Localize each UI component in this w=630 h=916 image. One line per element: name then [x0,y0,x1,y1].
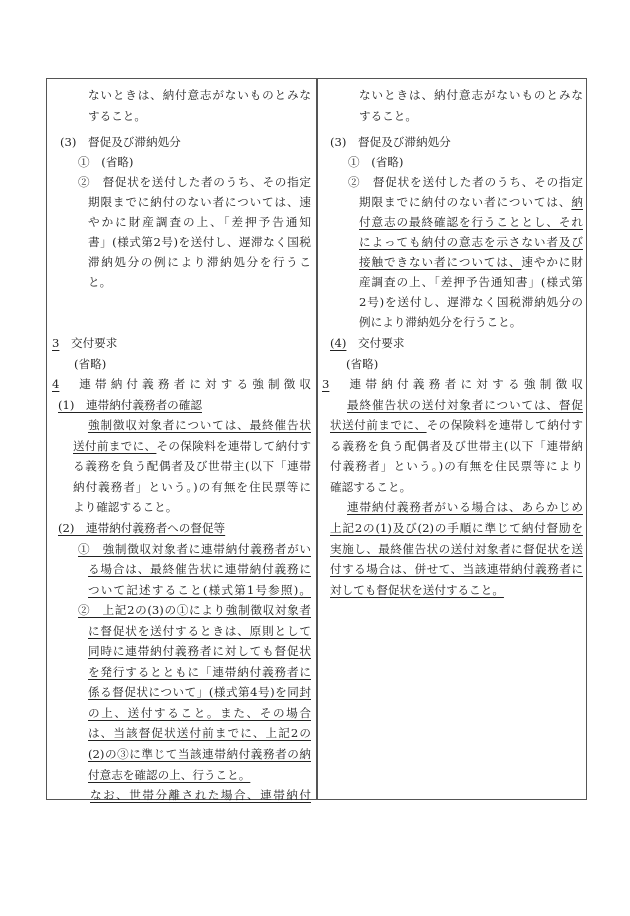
text-line [322,375,583,393]
text-segment: すること。 [88,108,146,123]
text-segment: すること。 [359,108,417,123]
text-segment: 例により滞納処分を行うこと。 [359,315,522,329]
underlined-text: 係る督促状について」(様式第4号)を同封 [88,685,311,700]
text-segment: ないときは、納付意志がないものとみな [88,88,311,102]
text-segment: 滞納処分の例により滞納処分を行うこ [88,255,311,269]
text-segment: その保険料を連帯して納付す [426,418,583,433]
text-line [348,153,403,171]
underlined-text: によっても納付の意志を示さない者及び [359,235,583,249]
text-line [346,355,378,373]
underlined-text: 接触できない者については、 [359,255,522,269]
text-segment: 期限までに納付のない者については、速 [88,195,311,209]
underlined-text: なお、世帯分離された場合、連帯納付 [90,788,311,803]
text-line [359,107,417,125]
text-line [330,581,504,599]
underlined-text: に督促状を送付するときは、原則として [88,623,311,638]
underlined-text: 付意志を確認の上、行うこと。 [88,767,251,782]
text-line [347,396,583,414]
text-segment: (省略) [346,356,379,371]
text-segment: 連帯納付義務者に対する強制徴収 [59,377,311,392]
underlined-text: 上記2の(1)及び(2)の手順に準じて納付督励を [330,520,583,535]
underlined-text: ② 上記2の(3)の①により強制徴収対象者 [78,603,311,618]
text-segment: ないときは、納付意志がないものとみな [359,88,583,102]
text-segment: 確認すること。 [330,479,412,494]
underlined-text: (4) [330,336,347,350]
underlined-text: は、当該督促状送付前までに、上記2の [88,726,311,741]
text-line [359,253,583,271]
text-line [359,213,583,231]
underlined-text: (2) 連帯納付義務者への督促等 [58,520,226,535]
text-segment: (3) 督促及び滞納処分 [330,135,451,149]
text-line [359,273,583,291]
text-line [330,560,583,578]
text-segment: と。 [88,275,112,289]
text-segment: 速やかに財 [521,255,583,269]
underlined-text: 同時に連帯納付義務者に対しても督促状 [88,644,311,659]
text-line [359,233,583,251]
underlined-text: の上、送付すること。また、その場合 [88,705,311,720]
text-segment: 2号)を送付し、遅滞なく国税滞納処分の [359,295,583,309]
text-segment: ① (省略) [78,155,134,169]
text-line [330,416,583,434]
text-segment: ② 督促状を送付した者のうち、その指定 [78,175,311,189]
text-line [330,437,583,455]
underlined-text: る場合は、最終催告状に連帯納付義務に [88,562,311,577]
text-line [330,457,583,475]
text-line [330,540,583,558]
underlined-text: 連帯納付義務者がいる場合は、あらかじめ [347,500,583,515]
underlined-text: を発行するとともに「連帯納付義務者に [88,664,311,679]
text-segment: 交付要求 [346,336,405,350]
underlined-text: 付意志の最終確認を行うこととし、それ [359,215,583,229]
underlined-text: (1) 連帯納付義務者の確認 [58,397,202,412]
text-line [359,193,583,211]
text-segment: 連帯納付義務者に対する強制徴収 [329,377,583,392]
text-segment: 書」(様式第2号)を送付し、遅滞なく国税 [88,235,311,249]
underlined-text: 最終催告状の送付対象者については、督促 [347,397,583,412]
underlined-text: 強制徴収対象者については、最終催告状 [88,418,311,433]
text-line [330,334,404,352]
underlined-text: 3 [322,377,330,392]
text-line [347,498,583,516]
text-segment: 期限までに納付のない者については、 [359,195,572,209]
text-line [330,478,411,496]
underlined-text: 4 [52,377,60,392]
text-line [330,519,583,537]
text-segment: 付義務者」という。)の有無を住民票等により [330,459,583,474]
text-segment: 産調査の上、「差押予告通知書」(様式第 [359,275,583,289]
underlined-text: 送付前までに、 [73,438,157,453]
text-segment: る義務を負う配偶者及び世帯主(以下「連帯 [73,459,311,474]
text-segment: (省略) [74,356,107,371]
text-line [359,293,583,311]
underlined-text: ついて記述すること(様式第1号参照)。 [88,582,311,597]
text-segment: 交付要求 [59,336,118,350]
text-segment: その保険料を連帯して納付す [156,438,311,453]
underlined-text: 3 [52,336,60,350]
text-segment: る義務を負う配偶者及び世帯主(以下「連帯納 [330,438,583,453]
text-segment: ① (省略) [348,155,404,169]
underlined-text: 実施し、最終催告状の送付対象者に督促状を送 [330,541,583,556]
text-line [348,173,583,191]
text-line [330,133,451,151]
text-segment: ② 督促状を送付した者のうち、その指定 [348,175,583,189]
text-segment: より確認すること。 [73,500,178,515]
underlined-text: 状送付前までに、 [330,418,427,433]
text-segment: (3) 督促及び滞納処分 [60,135,181,149]
underlined-text: (2)の③に準じて当該連帯納付義務者の納 [88,747,311,761]
text-segment: 納付義務者」という。)の有無を住民票等に [73,479,311,494]
underlined-text: 付する場合は、併せて、当該連帯納付義務者に [330,562,583,577]
underlined-text: 納 [571,195,583,209]
text-line [359,313,521,331]
text-segment: やかに財産調査の上、「差押予告通知 [88,215,311,229]
underlined-text: ① 強制徴収対象者に連帯納付義務者がい [78,541,311,556]
underlined-text: 対しても督促状を送付すること。 [330,582,504,597]
text-line [359,86,583,104]
